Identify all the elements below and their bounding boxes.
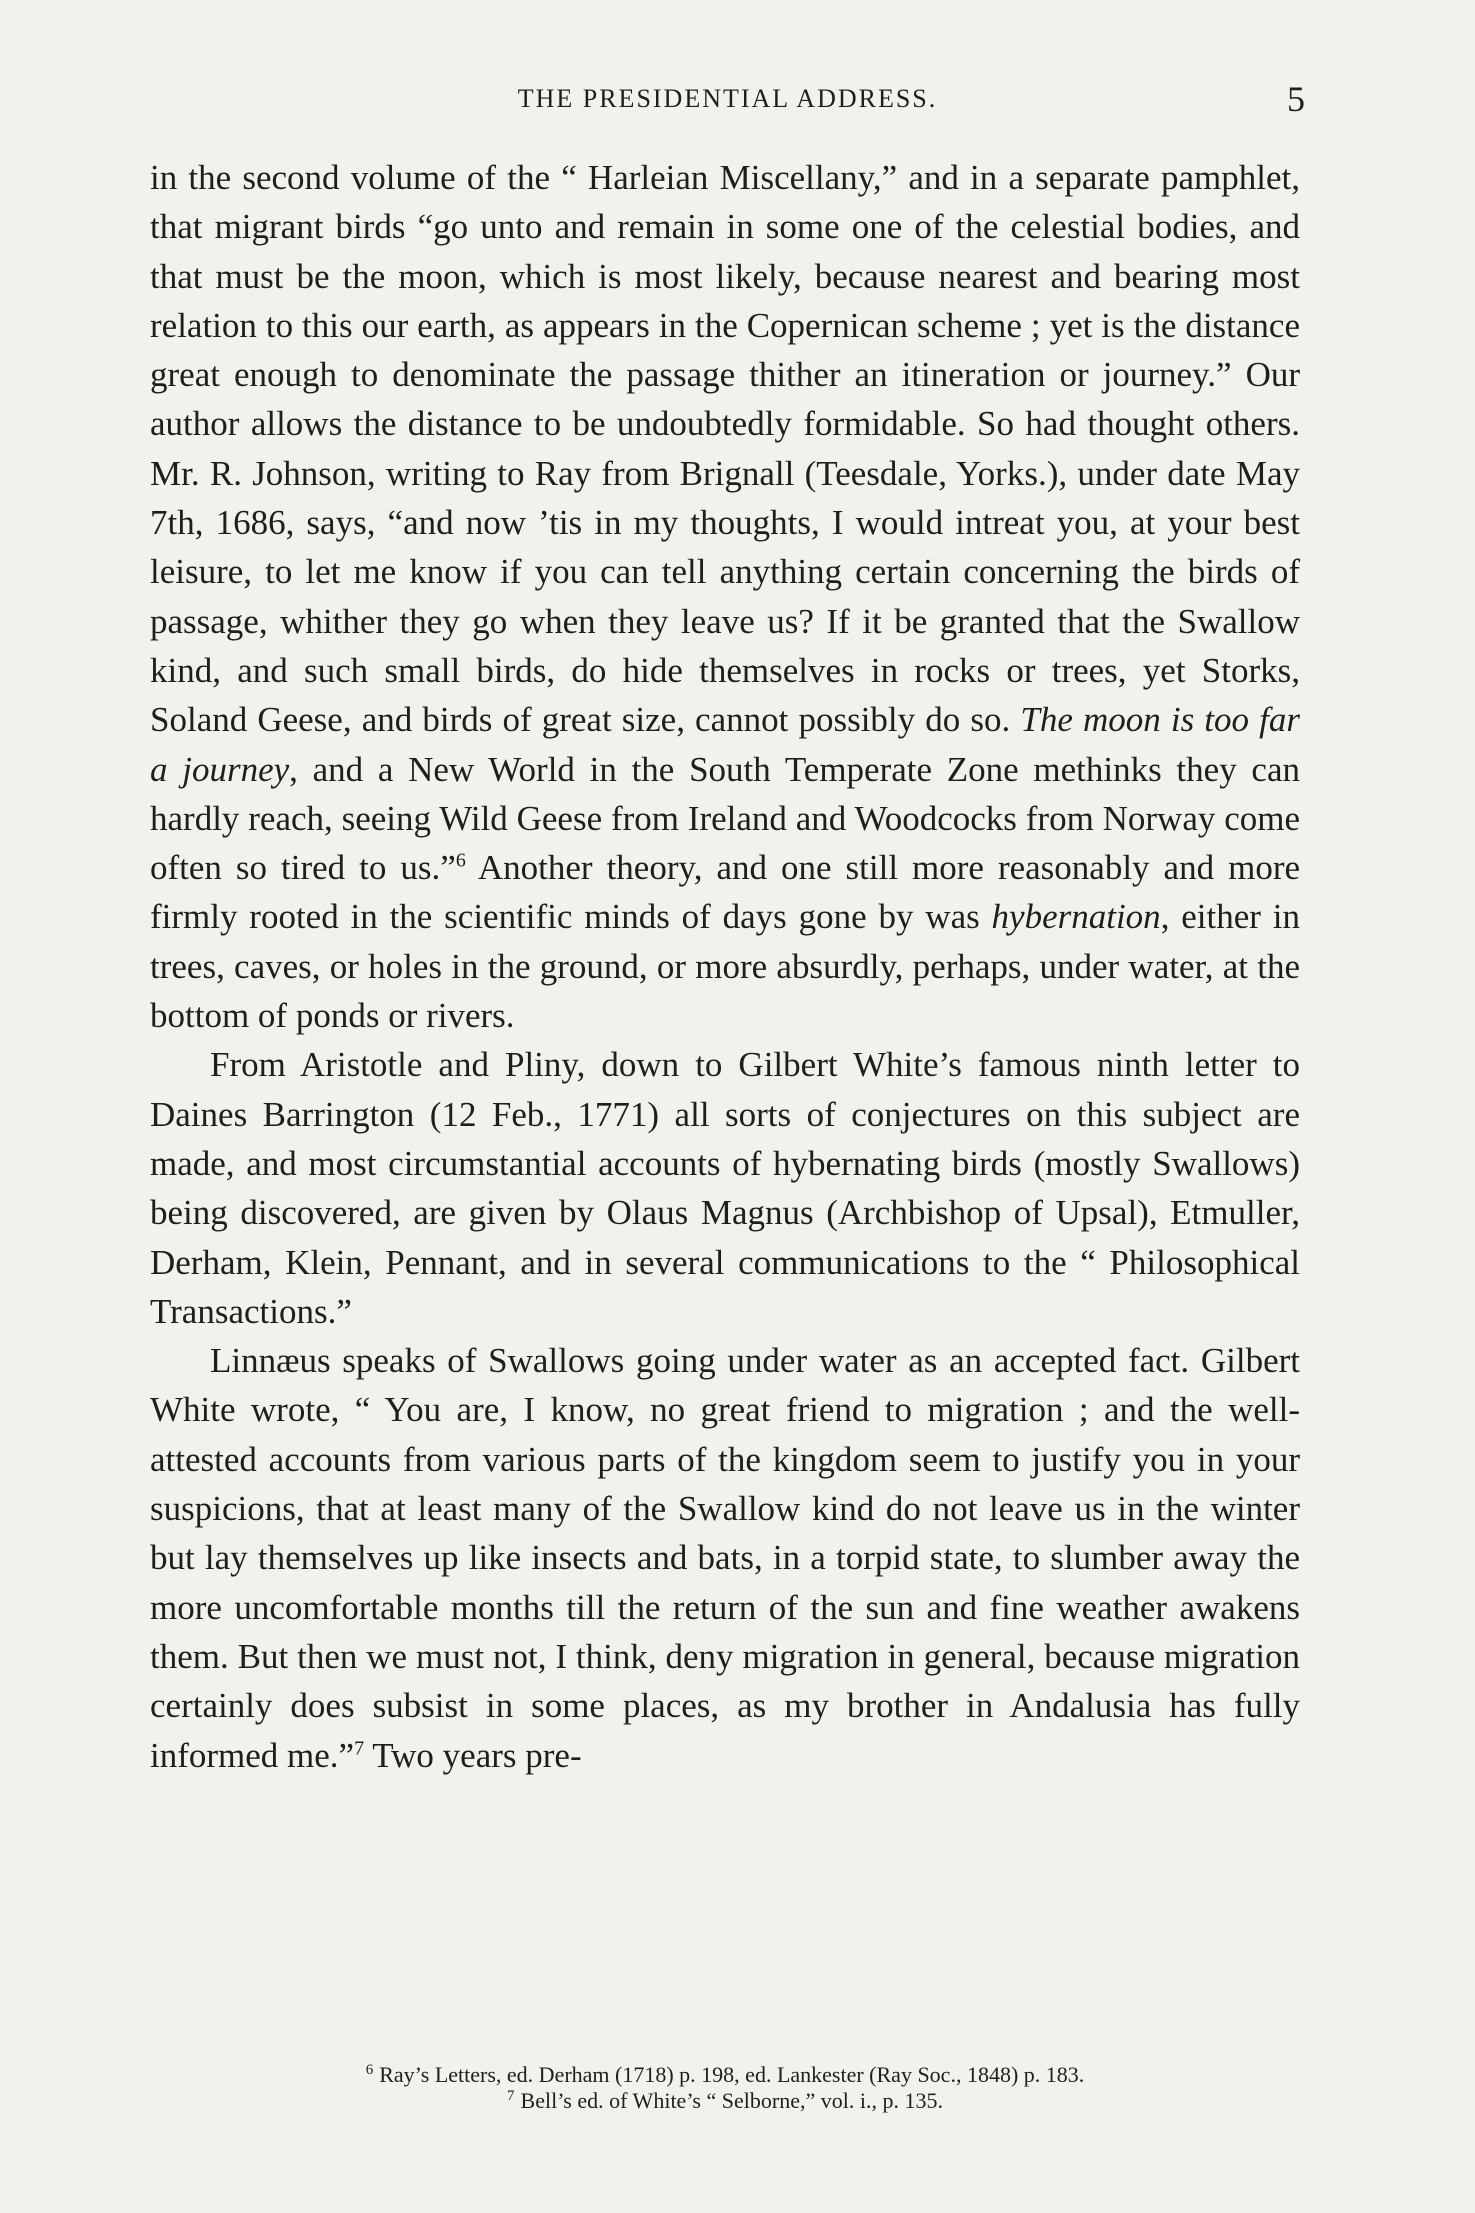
footnote-7 [150,2088,1300,2114]
footnote-number: 7 [507,2087,515,2104]
footnote-reference-7: 7 [354,1736,365,1759]
body-text [150,153,1300,1780]
footnote-number: 6 [365,2061,374,2078]
page-number: 5 [1287,79,1305,119]
paragraph-1-text-d: , either in trees, caves, or holes in the ground, or more absurdly, perhaps, under water, at the bottom of ponds or rivers. [150,897,1300,1036]
paragraph-2: From Aristotle and Pliny, down to Gilbert White’s famous ninth letter to Daines Barrington (12 Feb., 1771) all sorts of conjectures on this subject are made, and most circumstantial accounts of hybernating birds (mostly Swallows) being discovered, are given by Olaus Magnus (Archbishop of Upsal), Etmuller, Derham, Klein, Pennant, and in several communications to the “ Philosophical Transactions.” [150,1045,1300,1331]
running-title: THE PRESIDENTIAL ADDRESS. [517,84,938,113]
footnote-6 [150,2062,1300,2088]
italic-phrase-moon: The moon is too far a journey [150,700,1300,789]
paragraph-1-text-a: in the second volume of the “ Harleian Miscellany,” and in a separate pamphlet, that migrant birds “go unto and remain in some one of the celestial bodies, and that must be the moon, which is most likely, because nearest and bearing most relation to this our earth, as appears in the Copernican scheme ; yet is the distance great enough to denominate the passage thither an itineration or journey.” Our author allows the distance to be undoubtedly formidable. So had thought others. Mr. R. Johnson, writing to Ray from Brignall (Teesdale, Yorks.), under date May 7th, 1686, says, “and now ’tis in my thoughts, I would intreat you, at your best leisure, to let me know if you can tell anything certain concerning the birds of passage, whither they go when they leave us? If it be granted that the Swallow kind, and such small birds, do hide themselves in rocks or trees, yet Storks, Soland Geese, and birds of great size, cannot possibly do so. [150,158,1300,740]
paragraph-1-text-c: Another theory, and one still more reasonably and more firmly rooted in the scientific minds of days gone by was [150,848,1301,937]
footnote-text: Bell’s ed. of White’s “ Selborne,” vol. i., p. 135. [520,2088,943,2113]
footnote-text: Ray’s Letters, ed. Derham (1718) p. 198, ed. Lankester (Ray Soc., 1848) p. 183. [379,2062,1085,2087]
footnote-reference-6: 6 [455,849,466,872]
footnotes [150,2062,1300,2114]
paragraph-3-text-a: Linnæus speaks of Swallows going under water as an accepted fact. Gilbert White wrote, “ You are, I know, no great friend to migration ; and the well-attested accounts from various parts of the kingdom seem to justify you in your suspicions, that at least many of the Swallow kind do not leave us in the winter but lay themselves up like insects and bats, in a torpid state, to slumber away the more uncomfortable months till the return of the sun and fine weather awakens them. But then we must not, I think, deny migration in general, because migration certainly does subsist in some places, as my brother in Andalusia has fully informed me.” [150,1341,1300,1775]
running-header [150,78,1305,128]
paragraph-3-text-b: Two years pre- [364,1735,582,1775]
paragraph-1-text-b: , and a New World in the South Temperate Zone methinks they can hardly reach, seeing Wild Geese from Ireland and Woodcocks from Norway come often so tired to us.” [150,749,1300,888]
paragraph-1 [150,153,1300,1040]
italic-word-hybernation: hybernation [991,897,1161,937]
paragraph-3 [150,1336,1300,1780]
